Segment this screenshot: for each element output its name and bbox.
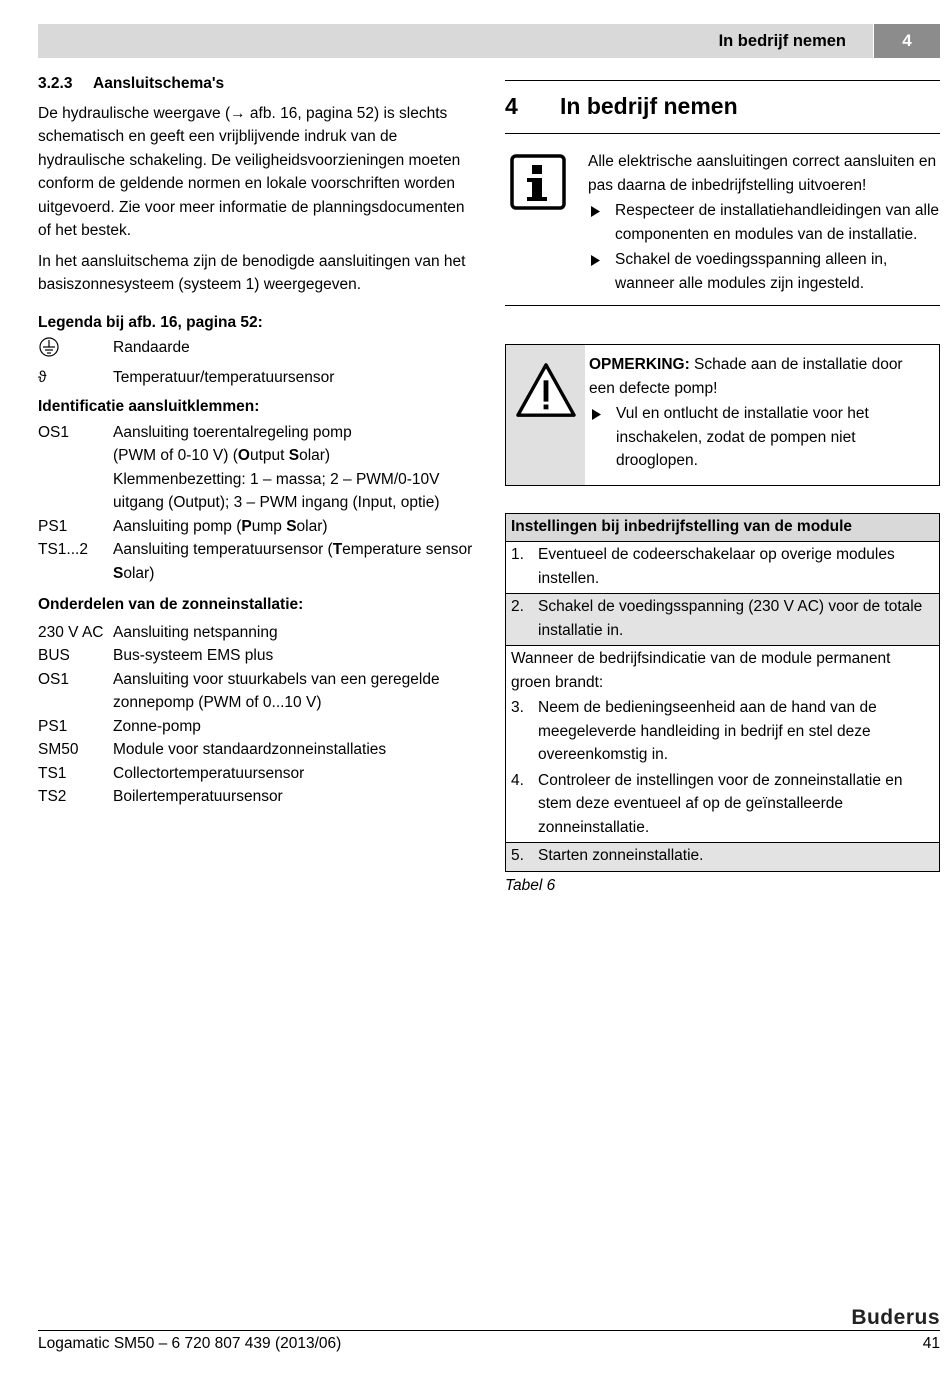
bullet-arrow-icon bbox=[591, 206, 600, 217]
table-row: 2. Schakel de voedingsspanning (230 V AC) voor de totale installatie in. bbox=[506, 594, 940, 646]
ident-text: Klemmenbezetting: 1 – massa; 2 – PWM/0-10V uitgang (Output); 3 – PWM ingang (Input, optie) bbox=[113, 470, 440, 511]
warning-bullet: Vul en ontlucht de installatie voor het inschakelen, zodat de pompen niet drooglopen. bbox=[589, 402, 927, 473]
part-item: OS1 Aansluiting voor stuurkabels van een geregelde zonnepomp (PWM of 0...10 V) bbox=[38, 670, 440, 711]
theta-symbol: ϑ bbox=[38, 368, 47, 386]
ident-key: PS1 bbox=[38, 517, 68, 535]
ident-item-os1 bbox=[38, 421, 474, 515]
part-item: SM50 Module voor standaardzonneinstallaties bbox=[38, 741, 387, 758]
bullet-arrow-icon bbox=[592, 409, 601, 420]
part-item: BUS Bus-systeem EMS plus bbox=[38, 647, 274, 664]
bullet-arrow-icon bbox=[591, 255, 600, 266]
warning-box bbox=[505, 344, 940, 486]
parts-heading: Onderdelen van de zonneinstallatie: bbox=[38, 596, 304, 613]
part-item: TS1 Collectortemperatuursensor bbox=[38, 764, 305, 782]
ident-heading: Identificatie aansluitklemmen: bbox=[38, 398, 260, 415]
legend-heading: Legenda bij afb. 16, pagina 52: bbox=[38, 313, 263, 331]
footer-rule bbox=[38, 1330, 940, 1331]
ident-text: Aansluiting temperatuursensor (Temperature sensor Solar) bbox=[113, 541, 473, 582]
table-row: 5. Starten zonneinstallatie. bbox=[506, 843, 940, 872]
part-item: TS2 Boilertemperatuursensor bbox=[38, 788, 283, 805]
warning-text: OPMERKING: Schade aan de installatie door een defecte pomp! bbox=[589, 356, 903, 397]
section-heading bbox=[38, 72, 474, 96]
table-row: Wanneer de bedrijfsindicatie van de module permanent groen brandt: 3. Neem de bedieningseenheid aan de hand van de meegeleverde handleiding in bedrijf en stel deze overeenkomstig in. 4. Controleer de instellingen voor de zonneinstallatie en stem deze eventueel af op de geïnstalleerde zonneinstallatie. bbox=[506, 646, 940, 843]
legend-item bbox=[38, 336, 474, 366]
info-box bbox=[505, 133, 940, 306]
chapter-title: In bedrijf nemen bbox=[560, 93, 738, 120]
schema-paragraph: In het aansluitschema zijn de benodigde aansluitingen van het basiszonnesysteem (systeem 1) weergegeven. bbox=[38, 252, 466, 293]
ident-text: (PWM of 0-10 V) (Output Solar) bbox=[113, 447, 331, 464]
left-column bbox=[38, 72, 474, 809]
warning-triangle-icon bbox=[515, 361, 577, 419]
info-bullet: Schakel de voedingsspanning alleen in, wanneer alle modules zijn ingesteld. bbox=[588, 248, 940, 295]
info-bullet: Respecteer de installatiehandleidingen van alle componenten en modules van de installatie. bbox=[588, 199, 940, 246]
chapter-number: 4 bbox=[505, 93, 518, 120]
settings-table bbox=[505, 513, 940, 872]
section-title: Aansluitschema's bbox=[93, 75, 225, 92]
legend-text: Randaarde bbox=[113, 339, 190, 356]
ident-text: Aansluiting toerentalregeling pomp bbox=[113, 423, 352, 441]
right-column bbox=[505, 80, 940, 897]
ident-item-ps1 bbox=[38, 515, 474, 539]
legend-item bbox=[38, 366, 474, 390]
header-chapter-number: 4 bbox=[874, 24, 940, 58]
footer-page-number: 41 bbox=[922, 1335, 940, 1352]
ident-text: Aansluiting pomp (Pump Solar) bbox=[113, 517, 328, 535]
info-text: Alle elektrische aansluitingen correct aansluiten en pas daarna de inbedrijfstelling uitvoeren! bbox=[588, 153, 937, 194]
legend-text: Temperatuur/temperatuursensor bbox=[113, 368, 335, 386]
header-title: In bedrijf nemen bbox=[718, 32, 846, 50]
table-row: 1. Eventueel de codeerschakelaar op overige modules instellen. bbox=[506, 542, 940, 594]
part-item: 230 V AC Aansluiting netspanning bbox=[38, 623, 278, 641]
part-item: PS1 Zonne-pomp bbox=[38, 717, 201, 735]
buderus-logo: Buderus bbox=[851, 1306, 940, 1329]
footer-document-id: Logamatic SM50 – 6 720 807 439 (2013/06) bbox=[38, 1335, 342, 1352]
ident-key: OS1 bbox=[38, 423, 70, 441]
table-caption: Tabel 6 bbox=[505, 876, 556, 894]
earth-ground-icon bbox=[38, 336, 60, 358]
ident-item-ts bbox=[38, 538, 474, 585]
intro-paragraph: De hydraulische weergave (→ afb. 16, pagina 52) is slechts schematisch en geeft een vrijblijvende indruk van de hydraulische schakeling. De veiligheidsvoorzieningen moeten conform de geldende normen en lokale voorschriften worden uitgevoerd. Zie voor meer informatie de planningsdocumenten of het bestek. bbox=[38, 104, 465, 239]
section-number: 3.2.3 bbox=[38, 75, 73, 92]
info-icon bbox=[510, 154, 566, 210]
ident-key: TS1...2 bbox=[38, 541, 88, 558]
table-header: Instellingen bij inbedrijfstelling van de module bbox=[506, 513, 940, 542]
chapter-heading bbox=[505, 81, 940, 133]
